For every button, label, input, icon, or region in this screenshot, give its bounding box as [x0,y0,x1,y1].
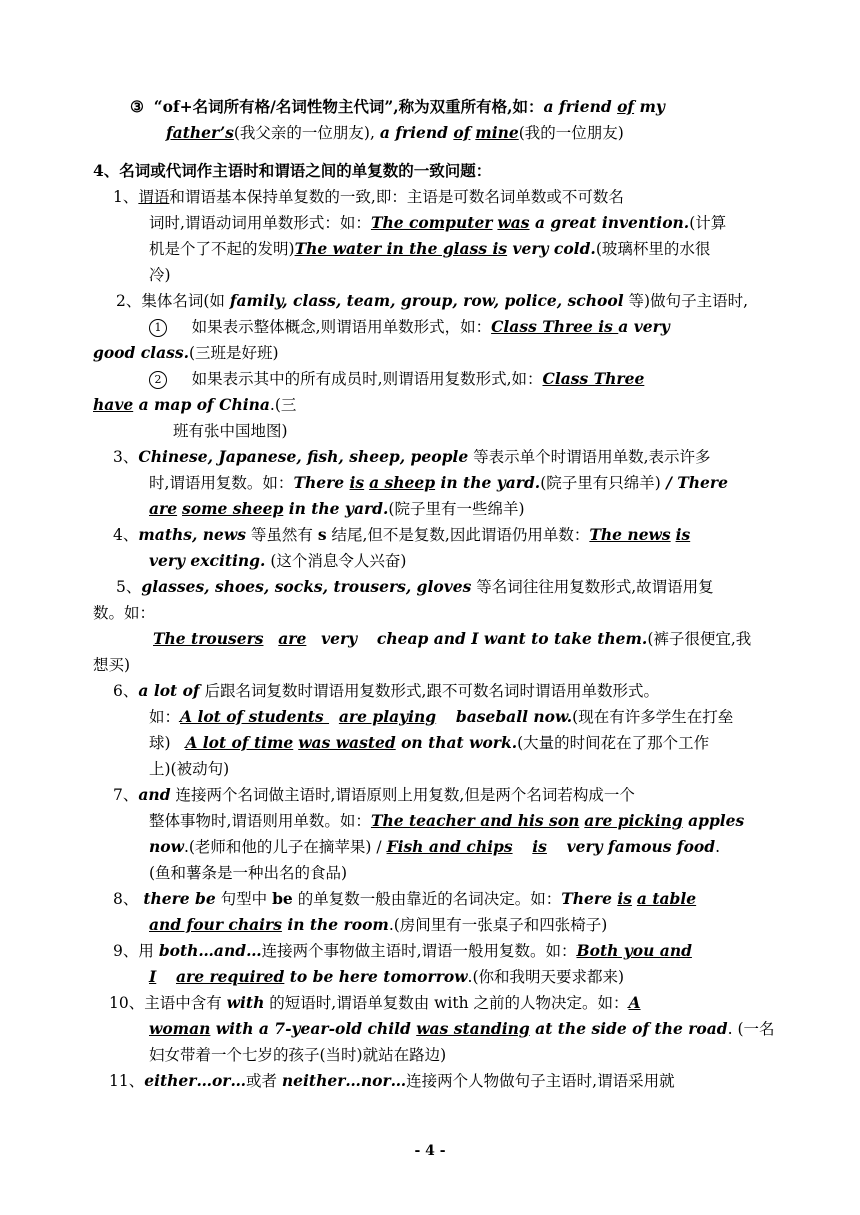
item-1-line-4: 冷) [149,266,171,284]
item-2-line-3: good class.(三班是好班) [93,343,279,362]
item-3-line-2: 时,谓语用复数。如：There is a sheep in the yard.(院子里有只绵羊) / There [149,473,728,492]
item-7-line-1: 7、and 连接两个名词做主语时,谓语原则上用复数,但是两个名词若构成一个 [113,785,635,804]
item-2-line-1: 2、集体名词(如 family, class, team, group, row, police, school 等)做句子主语时, [116,291,748,310]
item-1-line-1: 1、谓语和谓语基本保持单复数的一致,即：主语是可数名词单数或不可数名 [113,188,624,206]
item-9-line-1: 9、用 both…and…连接两个事物做主语时,谓语一般用复数。如：Both you and [113,941,692,960]
section-3-line-1: ③ “of+名词所有格/名词性物主代词”,称为双重所有格,如：a friend of my [130,97,665,116]
item-2-line-5: have a map of China.(三 [93,395,297,414]
circled-number-2: 2 [149,371,167,389]
item-7-line-3: now.(老师和他的儿子在摘苹果) / Fish and chips is very famous food. [149,837,721,856]
page-number: - 4 - [414,1143,446,1159]
item-10-line-3: 妇女带着一个七岁的孩子(当时)就站在路边) [149,1046,447,1064]
item-5-line-4: 想买) [93,656,131,674]
item-6-line-2: 如：A lot of students are playing baseball now.(现在有许多学生在打垒 [149,707,734,726]
item-5-line-3: The trousers are very cheap and I want to take them.(裤子很便宜,我 [153,629,752,648]
item-8-line-2: and four chairs in the room.(房间里有一张桌子和四张椅子) [149,915,608,934]
item-2-line-2: 1 如果表示整体概念,则谓语用单数形式，如：Class Three is a very [149,316,670,338]
item-1-line-3: 机是个了不起的发明)The water in the glass is very cold.(玻璃杯里的水很 [149,239,711,258]
item-6-line-1: 6、a lot of 后跟名词复数时谓语用复数形式,跟不可数名词时谓语用单数形式。 [113,681,659,700]
circled-number-1: 1 [149,319,167,337]
item-1-line-2: 词时,谓语动词用单数形式：如：The computer was a great invention.(计算 [149,213,727,232]
item-2-line-4: 2 如果表示其中的所有成员时,则谓语用复数形式,如：Class Three [149,368,644,390]
item-5-line-1: 5、glasses, shoes, socks, trousers, gloves 等名词往往用复数形式,故谓语用复 [116,577,714,596]
item-5-line-2: 数。如： [93,604,156,622]
item-3-line-1: 3、Chinese, Japanese, fish, sheep, people 等表示单个时谓语用单数,表示许多 [113,447,711,466]
item-4-line-2: very exciting. (这个消息令人兴奋) [149,551,407,570]
item-8-line-1: 8、 there be 句型中 be 的单复数一般由靠近的名词决定。如：There is a table [113,889,697,908]
item-9-line-2: I are required to be here tomorrow.(你和我明天要求都来) [149,967,625,986]
item-2-line-6: 班有张中国地图) [173,422,288,440]
section-heading: 4、名词或代词作主语时和谓语之间的单复数的一致问题： [93,161,492,180]
item-11-line-1: 11、either…or…或者 neither…nor…连接两个人物做句子主语时,谓语采用就 [109,1071,675,1090]
item-7-line-2: 整体事物时,谓语则用单数。如：The teacher and his son are picking apples [149,811,745,830]
item-10-line-1: 10、主语中含有 with 的短语时,谓语单复数由 with 之前的人物决定。如：A [109,993,641,1012]
item-4-line-1: 4、maths, news 等虽然有 s 结尾,但不是复数,因此谓语仍用单数：The news is [113,525,691,544]
item-3-line-3: are some sheep in the yard.(院子里有一些绵羊) [149,499,525,518]
item-6-line-3: 球) A lot of time was wasted on that work.(大量的时间花在了那个工作 [149,733,710,752]
item-7-line-4: (鱼和薯条是一种出名的食品) [149,864,348,882]
section-3-line-2: father’s(我父亲的一位朋友), a friend of mine(我的一位朋友) [166,123,624,142]
item-6-line-4: 上)(被动句) [149,760,230,778]
item-10-line-2: woman with a 7-year-old child was standing at the side of the road. (一名 [149,1019,775,1038]
